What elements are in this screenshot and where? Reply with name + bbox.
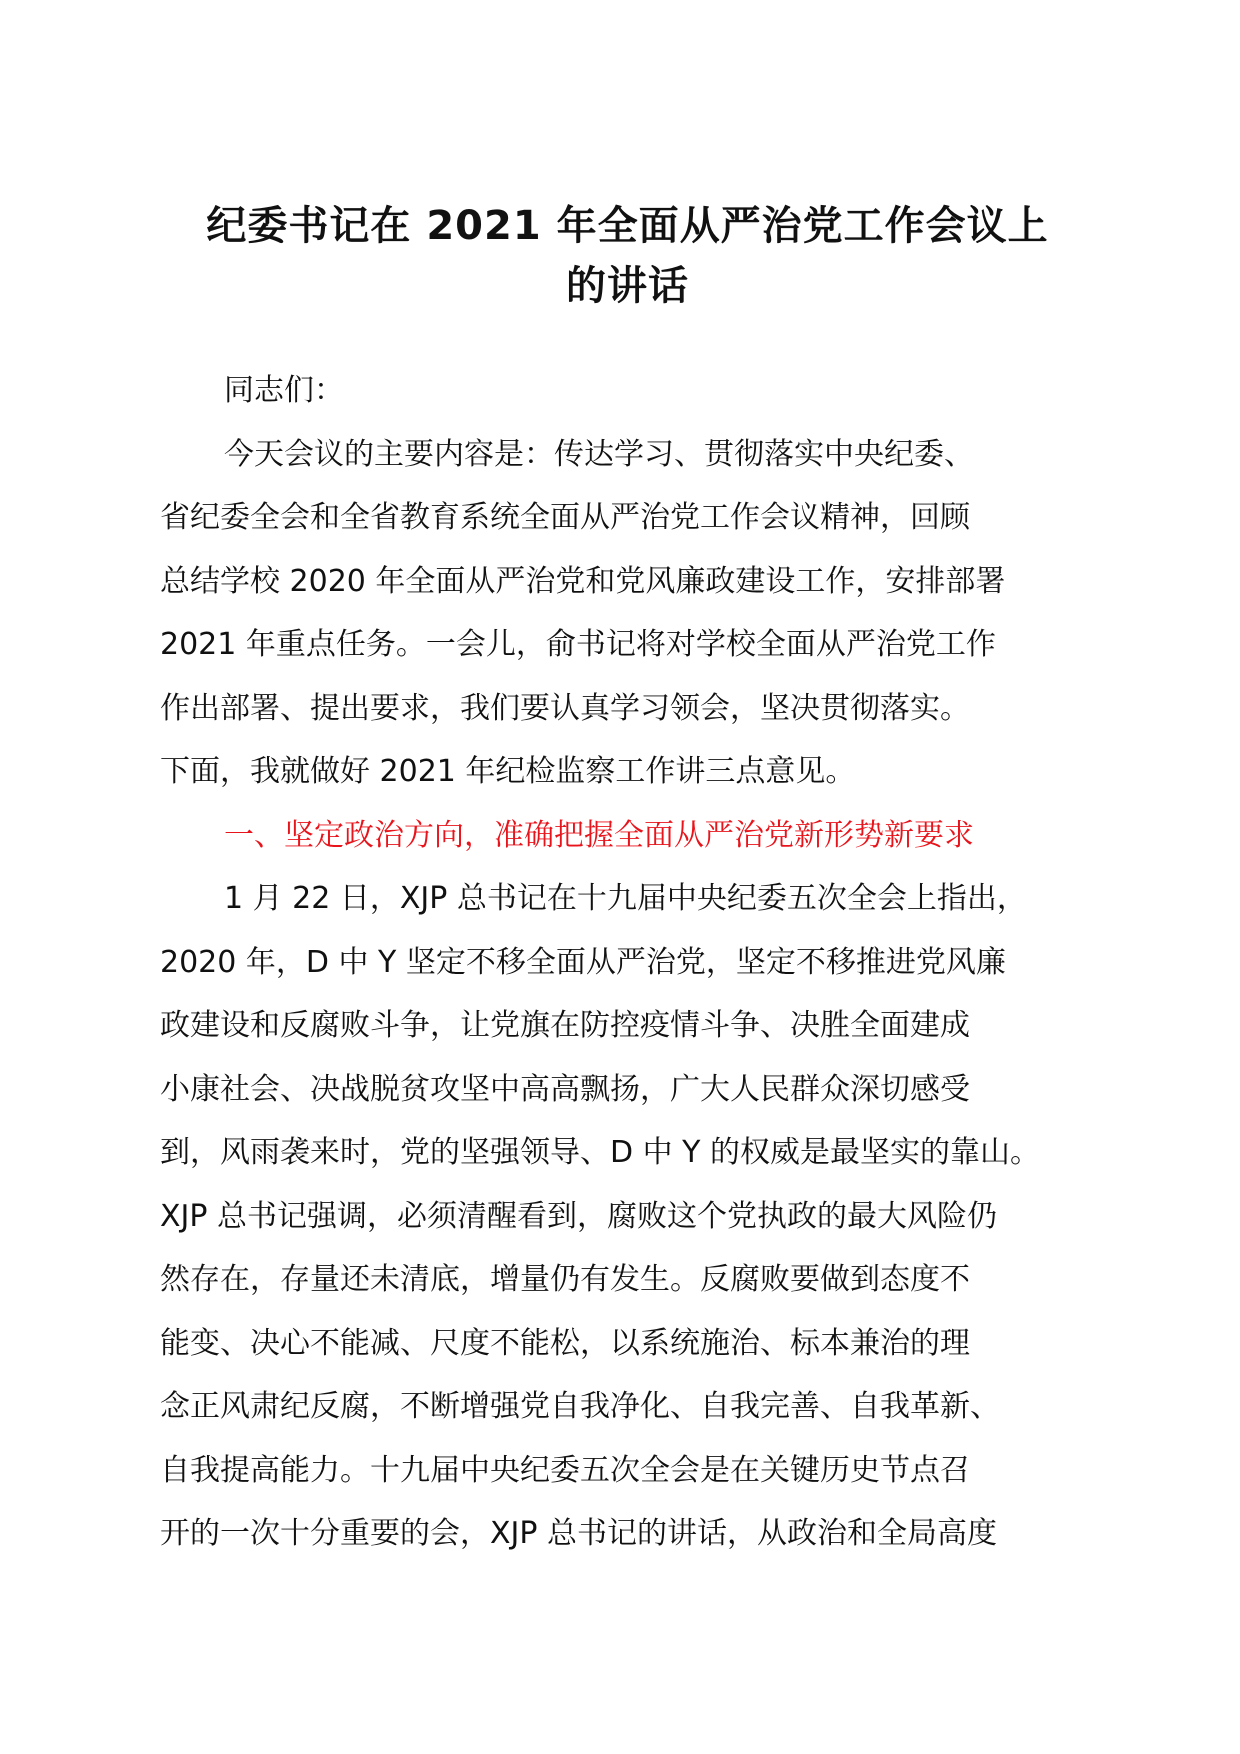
paragraph-line: 然存在，存量还未清底，增量仍有发生。反腐败要做到态度不 xyxy=(160,1262,970,1297)
paragraph-line: XJP 总书记强调，必须清醒看到，腐败这个党执政的最大风险仍 xyxy=(160,1198,998,1234)
document-title xyxy=(150,196,1105,316)
paragraph-line: 2021 年重点任务。一会儿，俞书记将对学校全面从严治党工作 xyxy=(160,627,996,662)
paragraph-line: 2020 年，D 中 Y 坚定不移全面从严治党，坚定不移推进党风廉 xyxy=(160,944,1006,980)
paragraph-line: 开的一次十分重要的会，XJP 总书记的讲话，从政治和全局高度 xyxy=(160,1516,998,1551)
paragraph-line: 自我提高能力。十九届中央纪委五次全会是在关键历史节点召 xyxy=(160,1452,970,1488)
section-heading: 一、坚定政治方向，准确把握全面从严治党新形势新要求 xyxy=(224,817,974,853)
title-line: 的讲话 xyxy=(566,263,689,309)
paragraph-line: 总结学校 2020 年全面从严治党和党风廉政建设工作，安排部署 xyxy=(160,563,1006,599)
paragraph-line: 今天会议的主要内容是：传达学习、贯彻落实中央纪委、 xyxy=(224,436,974,472)
paragraph-line: 小康社会、决战脱贫攻坚中高高飘扬，广大人民群众深切感受 xyxy=(160,1071,970,1107)
salutation: 同志们： xyxy=(224,373,344,408)
title-line: 纪委书记在 2021 年全面从严治党工作会议上 xyxy=(206,203,1049,249)
paragraph-line: 省纪委全会和全省教育系统全面从严治党工作会议精神，回顾 xyxy=(160,500,970,535)
paragraph-line: 作出部署、提出要求，我们要认真学习领会，坚决贯彻落实。 xyxy=(160,690,970,726)
paragraph-line: 能变、决心不能减、尺度不能松，以系统施治、标本兼治的理 xyxy=(160,1325,970,1361)
paragraph-line: 政建设和反腐败斗争，让党旗在防控疫情斗争、决胜全面建成 xyxy=(160,1008,970,1043)
paragraph-line: 1 月 22 日，XJP 总书记在十九届中央纪委五次全会上指出， xyxy=(224,881,1027,916)
document-body xyxy=(160,359,1115,1566)
paragraph-line: 到，风雨袭来时，党的坚强领导、D 中 Y 的权威是最坚实的靠山。 xyxy=(160,1135,1041,1170)
paragraph-line: 念正风肃纪反腐，不断增强党自我净化、自我完善、自我革新、 xyxy=(160,1389,1000,1424)
paragraph-line: 下面，我就做好 2021 年纪检监察工作讲三点意见。 xyxy=(160,754,856,789)
